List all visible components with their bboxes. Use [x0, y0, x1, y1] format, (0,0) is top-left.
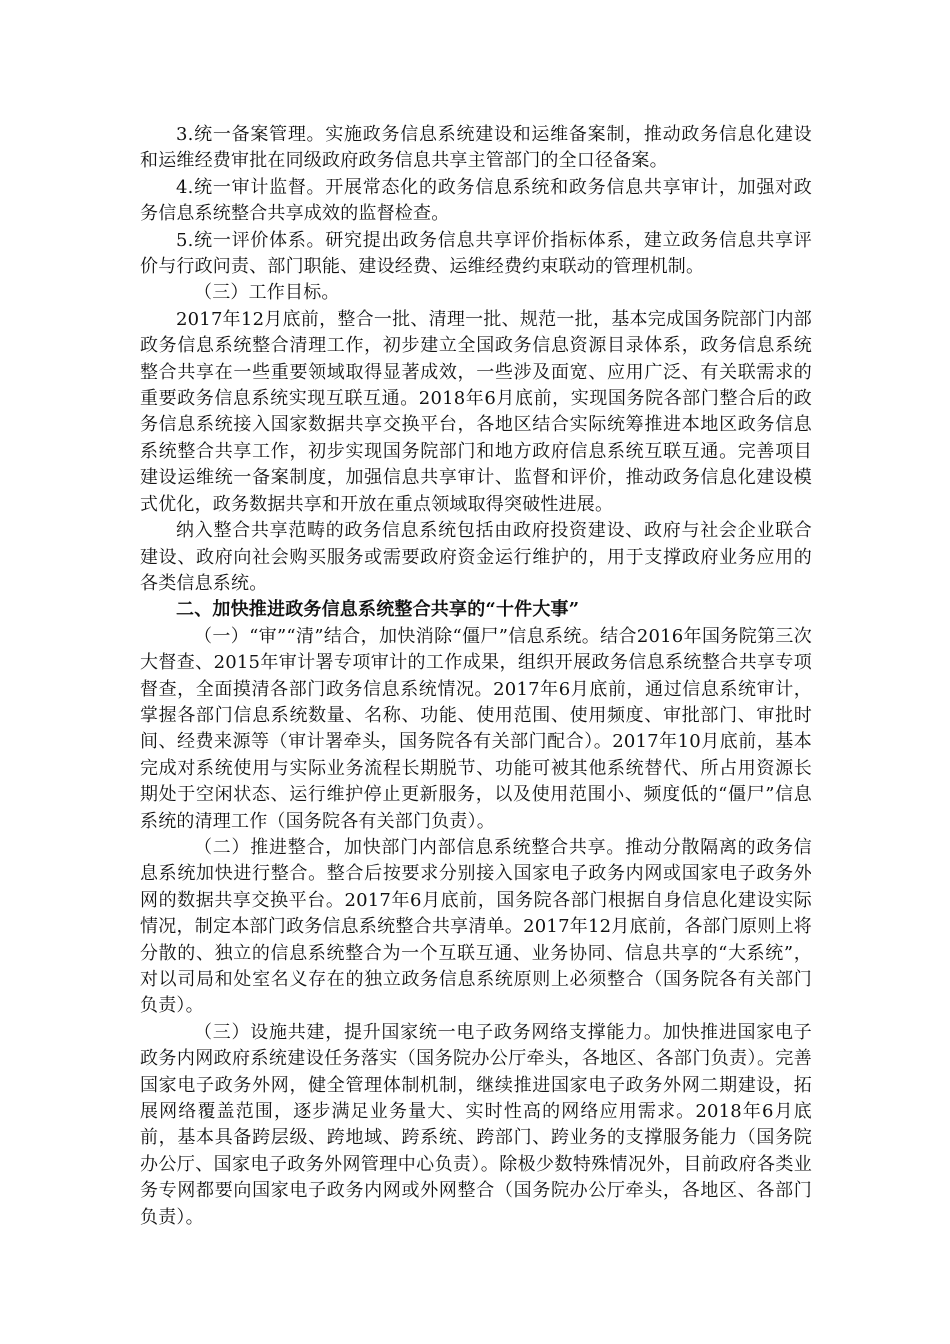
paragraph-unified-evaluation: 5.统一评价体系。研究提出政务信息共享评价指标体系，建立政务信息共享评价与行政问责、部门职能、建设经费、运维经费约束联动的管理机制。: [140, 229, 812, 278]
section-heading-work-goals: （三）工作目标。: [194, 282, 340, 304]
paragraph-unified-filing: 3.统一备案管理。实施政务信息系统建设和运维备案制，推动政务信息化建设和运维经费审批在同级政府政务信息共享主管部门的全口径备案。: [140, 124, 812, 172]
paragraph-scope: 纳入整合共享范畴的政务信息系统包括由政府投资建设、政府与社会企业联合建设、政府向社会购买服务或需要政府资金运行维护的，用于支撑政府业务应用的各类信息系统。: [140, 520, 812, 594]
section-heading-ten-tasks: 二、加快推进政务信息系统整合共享的“十件大事”: [176, 599, 580, 621]
paragraph-unified-audit: 4.统一审计监督。开展常态化的政务信息系统和政务信息共享审计，加强对政务信息系统整合共享成效的监督检查。: [140, 176, 812, 225]
document-body: [140, 122, 812, 1231]
paragraph-task-three: （三）设施共建，提升国家统一电子政务网络支撑能力。加快推进国家电子政务内网政府系统建设任务落实（国务院办公厅牵头，各地区、各部门负责）。完善国家电子政务外网，健全管理体制机制，继续推进国家电子政务外网二期建设，拓展网络覆盖范围，逐步满足业务量大、实时性高的网络应用需求。2018年6月底前，基本具备跨层级、跨地域、跨系统、跨部门、跨业务的支撑服务能力（国务院办公厅、国家电子政务外网管理中心负责）。除极少数特殊情况外，目前政府各类业务专网都要向国家电子政务内网或外网整合（国务院办公厅牵头，各地区、各部门负责）。: [140, 1021, 812, 1228]
paragraph-task-two: （二）推进整合，加快部门内部信息系统整合共享。推动分散隔离的政务信息系统加快进行整合。整合后按要求分别接入国家电子政务内网或国家电子政务外网的数据共享交换平台。2017年6月底前，国务院各部门根据自身信息化建设实际情况，制定本部门政务信息系统整合共享清单。2017年12月底前，各部门原则上将分散的、独立的信息系统整合为一个互联互通、业务协同、信息共享的“大系统”，对以司局和处室名义存在的独立政务信息系统原则上必须整合（国务院各有关部门负责）。: [140, 836, 812, 1017]
paragraph-task-one: （一）“审”“清”结合，加快消除“僵尸”信息系统。结合2016年国务院第三次大督查、2015年审计署专项审计的工作成果，组织开展政务信息系统整合共享专项督查，全面摸清各部门政务信息系统情况。2017年6月底前，通过信息系统审计，掌握各部门信息系统数量、名称、功能、使用范围、使用频度、审批部门、审批时间、经费来源等（审计署牵头，国务院各有关部门配合）。2017年10月底前，基本完成对系统使用与实际业务流程长期脱节、功能可被其他系统替代、所占用资源长期处于空闲状态、运行维护停止更新服务，以及使用范围小、频度低的“僵尸”信息系统的清理工作（国务院各有关部门负责）。: [140, 625, 812, 832]
paragraph-work-goals: 2017年12月底前，整合一批、清理一批、规范一批，基本完成国务院部门内部政务信息系统整合清理工作，初步建立全国政务信息资源目录体系，政务信息系统整合共享在一些重要领域取得显著成效，一些涉及面宽、应用广泛、有关联需求的重要政务信息系统实现互联互通。2018年6月底前，实现国务院各部门整合后的政务信息系统接入国家数据共享交换平台，各地区结合实际统筹推进本地区政务信息系统整合共享工作，初步实现国务院部门和地方政府信息系统互联互通。完善项目建设运维统一备案制度，加强信息共享审计、监督和评价，推动政务信息化建设模式优化，政务数据共享和开放在重点领域取得突破性进展。: [140, 308, 812, 515]
